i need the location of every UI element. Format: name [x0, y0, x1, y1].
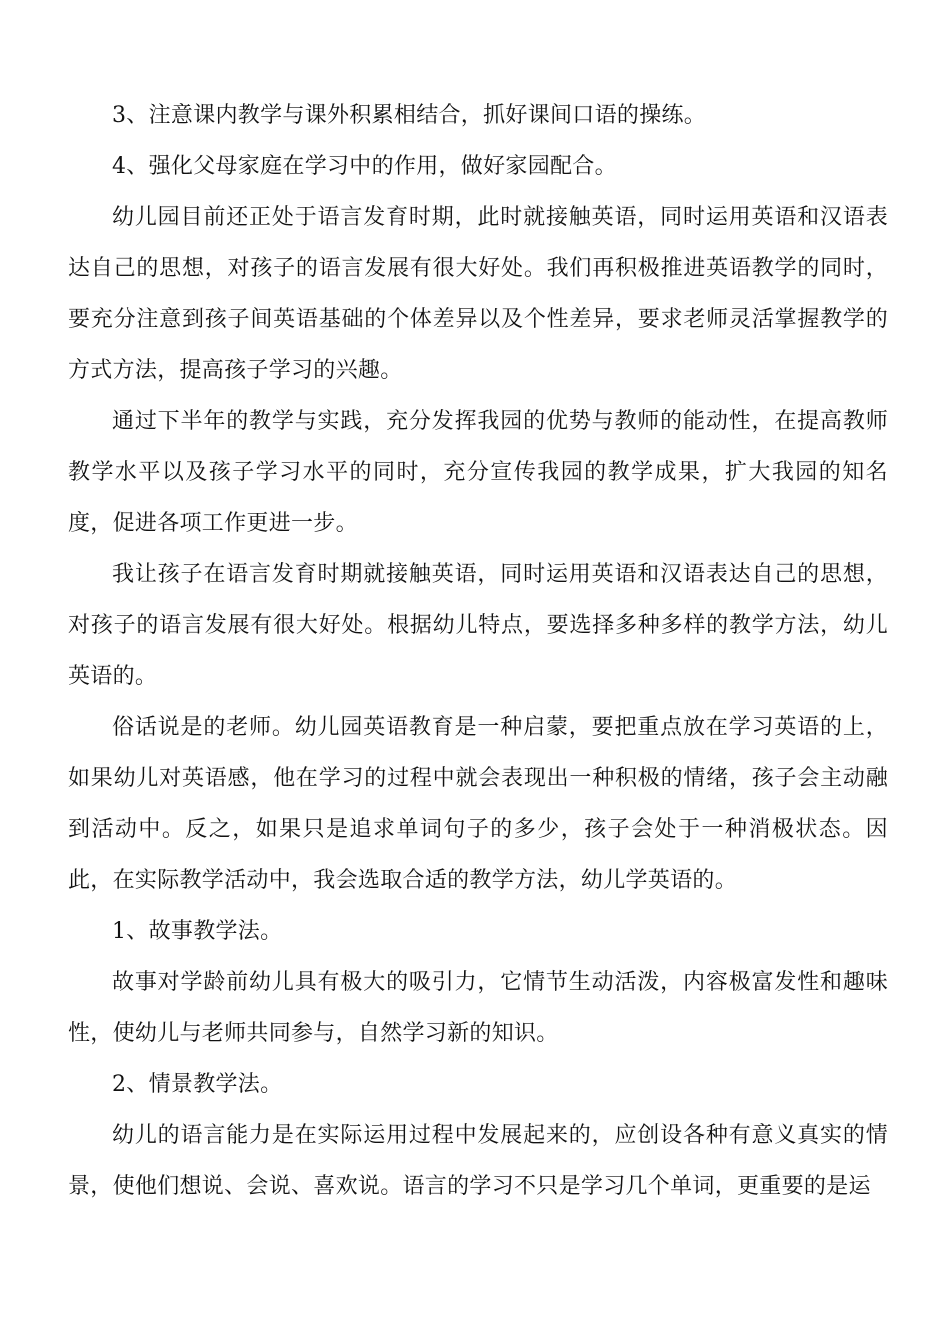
paragraph-method-2-heading: 2、情景教学法。 — [112, 1072, 283, 1097]
paragraph-early-english: 我让孩子在语言发育时期就接触英语，同时运用英语和汉语表达自己的思想，对孩子的语言发展有很大好处。根据幼儿特点，要选择多种多样的教学方法，幼儿英语的。 — [68, 562, 888, 689]
paragraph-method-1-heading: 1、故事教学法。 — [112, 919, 283, 944]
document-page — [68, 90, 888, 1212]
paragraph-situation-method: 幼儿的语言能力是在实际运用过程中发展起来的，应创设各种有意义真实的情景，使他们想说、会说、喜欢说。语言的学习不只是学习几个单词，更重要的是运 — [68, 1123, 888, 1199]
paragraph-point-4: 4、强化父母家庭在学习中的作用，做好家园配合。 — [112, 154, 617, 179]
paragraph-story-method: 故事对学龄前幼儿具有极大的吸引力，它情节生动活泼，内容极富发性和趣味性，使幼儿与老师共同参与，自然学习新的知识。 — [68, 970, 888, 1046]
paragraph-interest-teacher: 俗话说是的老师。幼儿园英语教育是一种启蒙，要把重点放在学习英语的上，如果幼儿对英语感，他在学习的过程中就会表现出一种积极的情绪，孩子会主动融到活动中。反之，如果只是追求单词句子的多少，孩子会处于一种消极状态。因此，在实际教学活动中，我会选取合适的教学方法，幼儿学英语的。 — [68, 715, 888, 893]
paragraph-teaching-practice: 通过下半年的教学与实践，充分发挥我园的优势与教师的能动性，在提高教师教学水平以及孩子学习水平的同时，充分宣传我园的教学成果，扩大我园的知名度，促进各项工作更进一步。 — [68, 409, 888, 536]
paragraph-language-development: 幼儿园目前还正处于语言发育时期，此时就接触英语，同时运用英语和汉语表达自己的思想，对孩子的语言发展有很大好处。我们再积极推进英语教学的同时，要充分注意到孩子间英语基础的个体差异以及个性差异，要求老师灵活掌握教学的方式方法，提高孩子学习的兴趣。 — [68, 205, 888, 383]
paragraph-point-3: 3、注意课内教学与课外积累相结合，抓好课间口语的操练。 — [112, 103, 707, 128]
